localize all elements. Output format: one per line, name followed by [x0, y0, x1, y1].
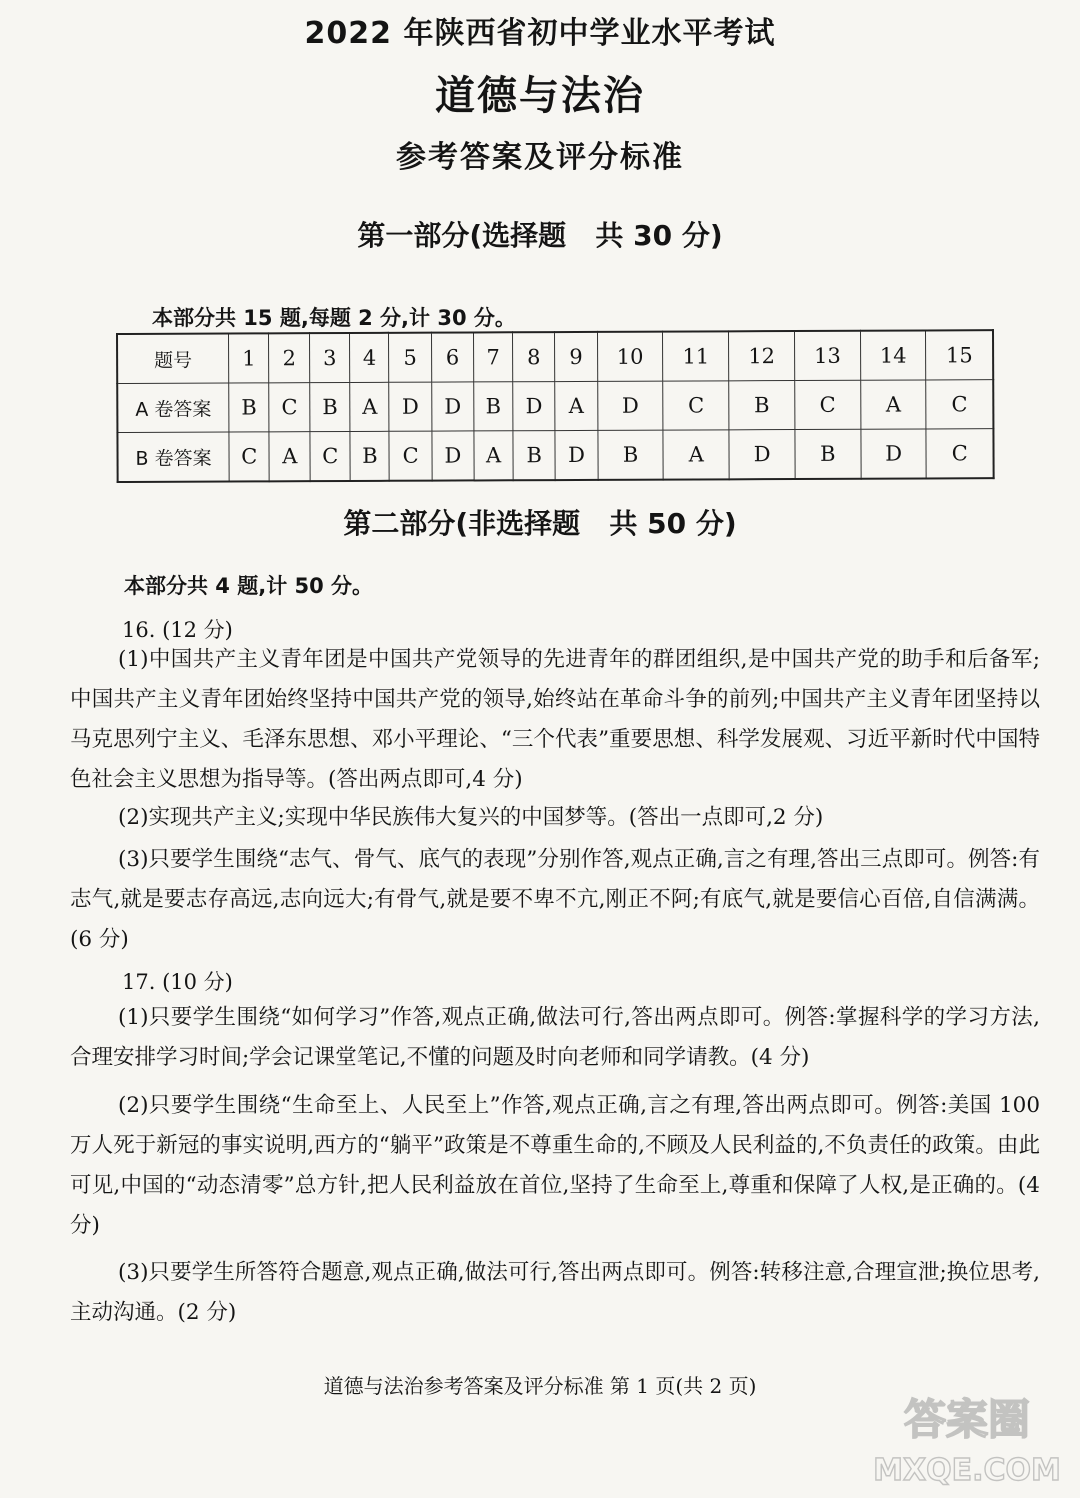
question-16-answer-3: [70, 840, 1040, 960]
question-17-answer-1: [70, 998, 1040, 1078]
answer-text: (2)实现共产主义;实现中华民族伟大复兴的中国梦等。(答出一点即可,2 分): [118, 805, 824, 830]
watermark-logo: [872, 1382, 1062, 1492]
answer-cell: B: [350, 431, 389, 481]
table-row-a: [117, 380, 993, 433]
subject-title: 道德与法治: [435, 73, 645, 119]
question-number-cell: 2: [269, 333, 310, 383]
answer-cell: A: [555, 381, 598, 430]
question-number-cell: 9: [555, 332, 598, 382]
answer-cell: D: [597, 381, 663, 430]
part2-heading: 第二部分(非选择题 共 50 分): [343, 507, 737, 540]
answer-cell: B: [229, 383, 270, 432]
question-number-cell: 3: [309, 333, 350, 383]
question-number-cell: 12: [729, 331, 795, 381]
page-footer: 道德与法治参考答案及评分标准 第 1 页(共 2 页): [323, 1374, 757, 1398]
answer-cell: C: [310, 431, 351, 481]
answer-cell: C: [663, 381, 729, 430]
question-number-cell: 7: [474, 332, 513, 382]
question-number-cell: 10: [597, 332, 663, 382]
table-header-row: [117, 330, 993, 383]
row-label-b: B 卷答案: [117, 432, 229, 482]
answer-cell: A: [663, 430, 729, 480]
question-number-cell: 11: [663, 331, 729, 381]
answer-cell: D: [729, 430, 795, 480]
answer-text: (3)只要学生所答符合题意,观点正确,做法可行,答出两点即可。例答:转移注意,合理宣泄;换位思考,主动沟通。(2 分): [70, 1260, 1040, 1325]
document-title: 参考答案及评分标准: [396, 140, 684, 175]
question-number-cell: 15: [926, 330, 993, 380]
part2-note: 本部分共 4 题,计 50 分。: [124, 574, 374, 598]
question-16-label: 16. (12 分): [122, 618, 233, 642]
table-header-label: 题号: [117, 334, 229, 384]
answer-text: (1)中国共产主义青年团是中国共产党领导的先进青年的群团组织,是中国共产党的助手和后备军;中国共产主义青年团始终坚持中国共产党的领导,始终站在革命斗争的前列;中国共产主义青年团坚持以马克思列宁主义、毛泽东思想、邓小平理论、“三个代表”重要思想、科学发展观、习近平新时代中国特色社会主义思想为指导等。(答出两点即可,4 分): [70, 647, 1040, 792]
answer-cell: B: [310, 382, 351, 431]
answer-table: [116, 329, 995, 483]
question-number-cell: 5: [389, 333, 432, 383]
answer-cell: A: [350, 382, 389, 431]
answer-cell: B: [513, 431, 556, 481]
question-number-cell: 13: [794, 331, 860, 381]
answer-text: (2)只要学生围绕“生命至上、人民至上”作答,观点正确,言之有理,答出两点即可。例答:美国 100 万人死于新冠的事实说明,西方的“躺平”政策是不尊重生命的,不顾及人民利益的,不负责任的政策。由此可见,中国的“动态清零”总方针,把人民利益放在首位,坚持了生命至上,尊重和保障了人权,是正确的。(4 分): [70, 1093, 1040, 1238]
answer-text: (1)只要学生围绕“如何学习”作答,观点正确,做法可行,答出两点即可。例答:掌握科学的学习方法,合理安排学习时间;学会记课堂笔记,不懂的问题及时向老师和同学请教。(4 分): [70, 1005, 1040, 1070]
answer-cell: C: [269, 383, 310, 432]
answer-cell: B: [474, 382, 513, 431]
question-16-answer-2: [70, 798, 1040, 838]
question-16-answer-1: [70, 640, 1040, 800]
part1-heading: 第一部分(选择题 共 30 分): [357, 219, 723, 252]
answer-cell: D: [861, 429, 927, 479]
table-row-b: [117, 429, 993, 482]
answer-text: (3)只要学生围绕“志气、骨气、底气的表现”分别作答,观点正确,言之有理,答出三点即可。例答:有志气,就是要志存高远,志向远大;有骨气,就是要不卑不亢,刚正不阿;有底气,就是要信心百倍,自信满满。(6 分): [70, 847, 1040, 952]
answer-cell: D: [431, 382, 474, 431]
exam-title: 2022 年陕西省初中学业水平考试: [304, 16, 776, 51]
question-number-cell: 4: [350, 333, 389, 383]
answer-cell: A: [860, 380, 926, 429]
watermark-site-text: MXQE.COM: [873, 1453, 1061, 1488]
answer-cell: D: [432, 431, 475, 481]
answer-cell: B: [598, 430, 664, 480]
answer-cell: C: [795, 380, 861, 429]
answer-cell: C: [926, 429, 993, 479]
part1-note: 本部分共 15 题,每题 2 分,计 30 分。: [152, 306, 516, 330]
question-17-answer-3: [70, 1253, 1040, 1333]
question-number-cell: 14: [860, 330, 926, 380]
answer-cell: B: [795, 429, 861, 479]
row-label-a: A 卷答案: [117, 383, 229, 432]
question-number-cell: 1: [229, 333, 270, 383]
answer-cell: D: [389, 382, 432, 431]
question-number-cell: 8: [513, 332, 556, 382]
answer-cell: C: [389, 431, 432, 481]
watermark-logo-text: 答案圈: [903, 1395, 1031, 1444]
answer-cell: B: [729, 381, 795, 430]
question-17-answer-2: [70, 1086, 1040, 1246]
answer-cell: D: [555, 430, 598, 480]
question-17-label: 17. (10 分): [122, 970, 233, 994]
answer-cell: D: [513, 382, 556, 431]
answer-cell: C: [229, 432, 270, 482]
answer-cell: C: [926, 380, 993, 429]
question-number-cell: 6: [431, 332, 474, 382]
answer-cell: A: [474, 431, 513, 481]
answer-cell: A: [269, 432, 310, 482]
